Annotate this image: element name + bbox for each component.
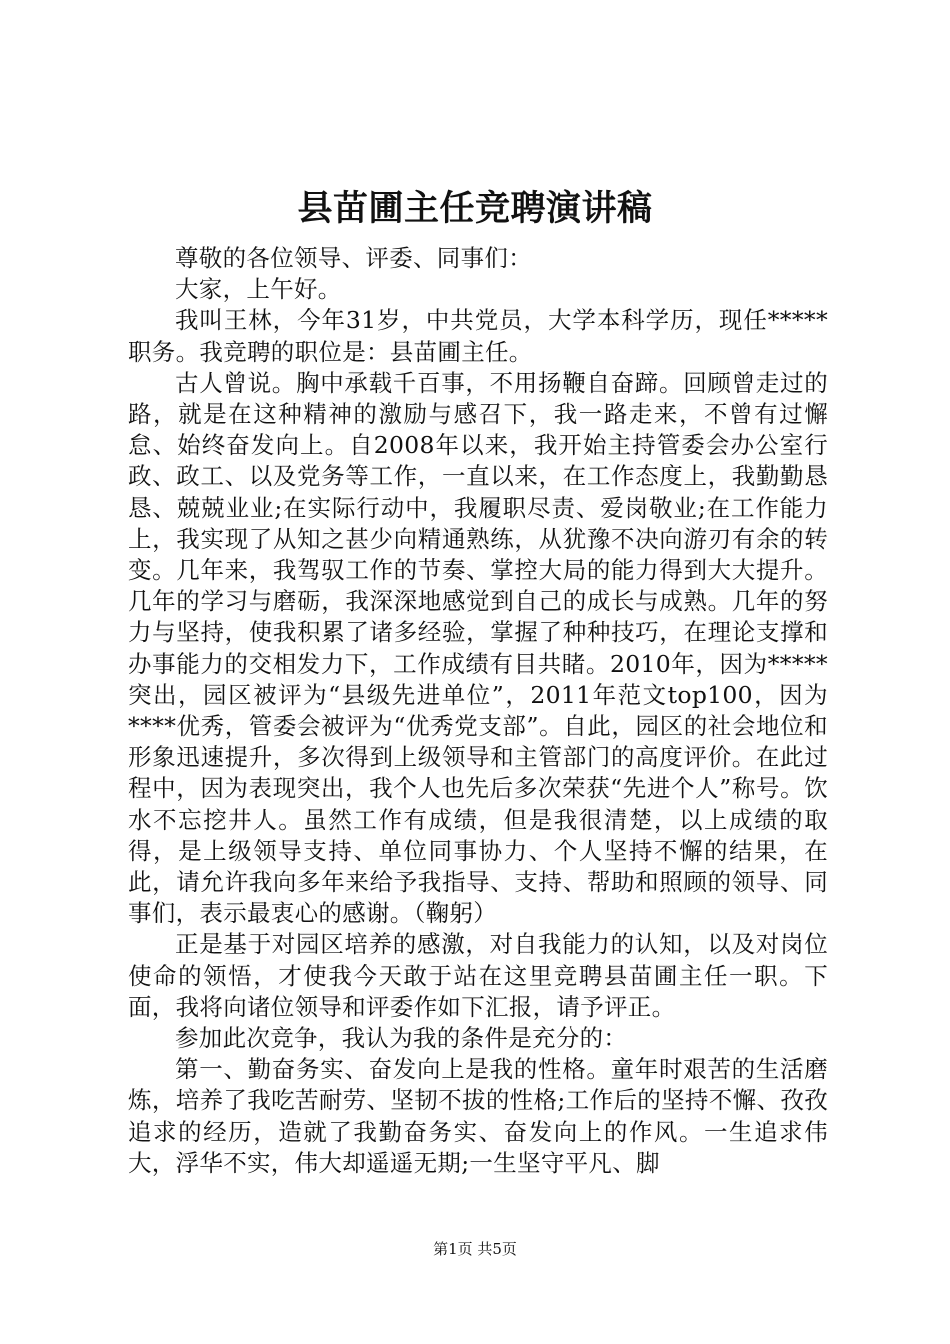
conditions-paragraph: 参加此次竞争，我认为我的条件是充分的： [175,1024,628,1053]
page-footer: 第1页 共5页 [433,1240,517,1258]
salutation-paragraph: 尊敬的各位领导、评委、同事们： [175,244,532,272]
first-condition-paragraph: 第一、勤奋务实、奋发向上是我的性格。童年时艰苦的生活磨炼，培养了我吃苦耐劳、坚韧不拔的性格;工作后的坚持不懈、孜孜追求的经历，造就了我勤奋务实、奋发向上的作风。一生追求伟大，浮华不实，伟大却遥遥无期;一生坚守平凡、脚 [128,1055,828,1177]
document-title: 县苗圃主任竞聘演讲稿 [297,189,653,229]
greeting-paragraph: 大家，上午好。 [175,275,342,304]
document-body [128,243,828,1179]
motivation-paragraph: 正是基于对园区培养的感激，对自我能力的认知，以及对岗位使命的领悟，才使我今天敢于站在这里竞聘县苗圃主任一职。下面，我将向诸位领导和评委作如下汇报，请予评正。 [128,930,828,1021]
introduction-paragraph: 我叫王林，今年31岁，中共党员，大学本科学历，现任*****职务。我竞聘的职位是：县苗圃主任。 [128,306,828,366]
experience-paragraph: 古人曾说。胸中承载千百事，不用扬鞭自奋蹄。回顾曾走过的路，就是在这种精神的激励与感召下，我一路走来，不曾有过懈怠、始终奋发向上。自2008年以来，我开始主持管委会办公室行政、政工、以及党务等工作，一直以来，在工作态度上，我勤勤恳恳、兢兢业业;在实际行动中，我履职尽责、爱岗敬业;在工作能力上，我实现了从知之甚少向精通熟练，从犹豫不决向游刃有余的转变。几年来，我驾驭工作的节奏、掌控大局的能力得到大大提升。几年的学习与磨砺，我深深地感觉到自己的成长与成熟。几年的努力与坚持，使我积累了诸多经验，掌握了种种技巧，在理论支撑和办事能力的交相发力下，工作成绩有目共睹。2010年，因为*****突出，园区被评为“县级先进单位”，2011年范文top100，因为****优秀，管委会被评为“优秀党支部”。自此，园区的社会地位和形象迅速提升，多次得到上级领导和主管部门的高度评价。在此过程中，因为表现突出，我个人也先后多次荣获“先进个人”称号。饮水不忘挖井人。虽然工作有成绩，但是我很清楚，以上成绩的取得，是上级领导支持、单位同事协力、个人坚持不懈的结果，在此，请允许我向多年来给予我指导、支持、帮助和照顾的领导、同事们，表示最衷心的感谢。（鞠躬） [128,368,828,928]
